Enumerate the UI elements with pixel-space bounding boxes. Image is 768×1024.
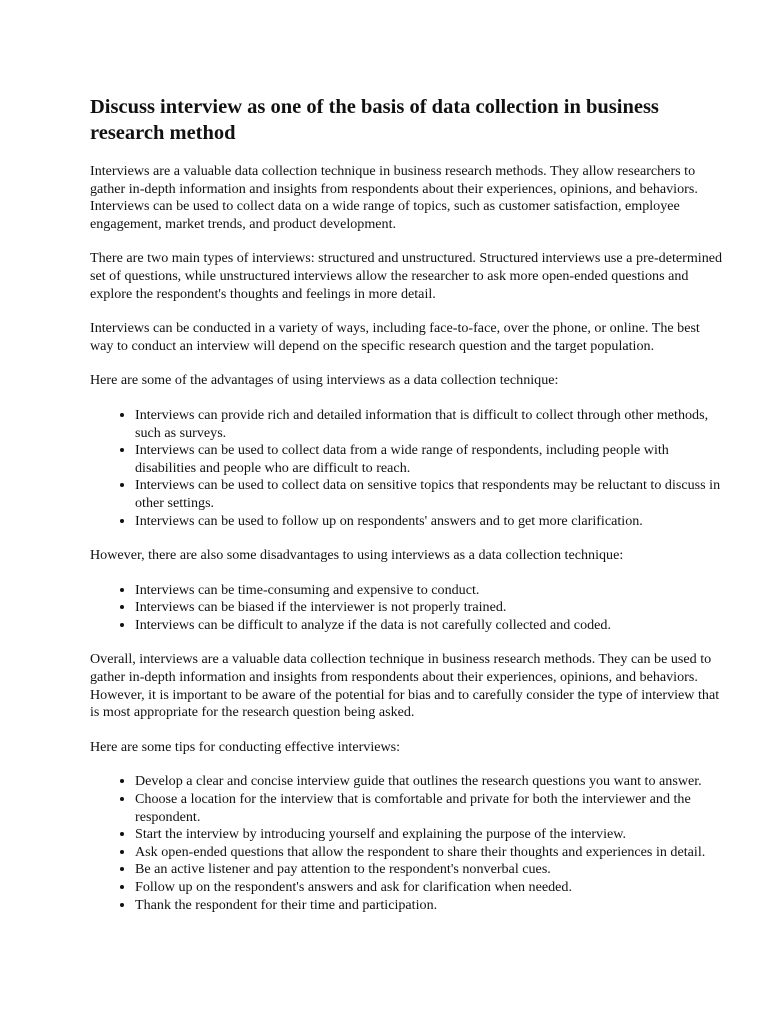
list-item: • Ask open-ended questions that allow the respondent to share their thoughts and experiences in detail. (135, 844, 726, 862)
list-item: • Be an active listener and pay attention to the respondent's nonverbal cues. (135, 861, 726, 879)
disadvantages-intro: However, there are also some disadvantages to using interviews as a data collection technique: (90, 547, 624, 564)
list-item: • Interviews can be used to collect data from a wide range of respondents, including people with disabilities and people who are difficult to reach. (135, 442, 726, 477)
list-item: • Interviews can be difficult to analyze if the data is not carefully collected and coded. (135, 617, 726, 635)
list-item: • Start the interview by introducing yourself and explaining the purpose of the interview. (135, 826, 726, 844)
tips-intro: Here are some tips for conducting effective interviews: (90, 738, 401, 755)
intro-paragraph: Interviews are a valuable data collection technique in business research methods. They allow researchers to gather in-depth information and insights from respondents about their experiences, opinions, and behaviors. Interviews can be used to collect data on a wide range of topics, such as customer satisfaction, employee engagement, market trends, and product development. (90, 163, 698, 232)
list-item: • Follow up on the respondent's answers and ask for clarification when needed. (135, 879, 726, 897)
list-item: • Thank the respondent for their time and participation. (135, 897, 726, 915)
disadvantages-list (90, 582, 726, 635)
overall-paragraph: Overall, interviews are a valuable data collection technique in business research methods. They can be used to gather in-depth information and insights from respondents about their experiences, opinions, and behaviors. However, it is important to be aware of the potential for bias and to carefully consider the type of interview that is most appropriate for the research question being asked. (90, 651, 720, 721)
advantages-intro: Here are some of the advantages of using interviews as a data collection technique: (90, 372, 559, 389)
tips-list (90, 773, 726, 914)
list-item: • Interviews can be time-consuming and expensive to conduct. (135, 582, 726, 600)
document-title: Discuss interview as one of the basis of data collection in business research method (90, 96, 659, 144)
list-item: • Interviews can be used to follow up on respondents' answers and to get more clarification. (135, 513, 726, 531)
list-item: • Interviews can be used to collect data on sensitive topics that respondents may be reluctant to discuss in other settings. (135, 477, 726, 512)
list-item: • Develop a clear and concise interview guide that outlines the research questions you want to answer. (135, 773, 726, 791)
list-item: • Choose a location for the interview that is comfortable and private for both the interviewer and the respondent. (135, 791, 726, 826)
methods-paragraph: Interviews can be conducted in a variety of ways, including face-to-face, over the phone, or online. The best way to conduct an interview will depend on the specific research question and the target population. (90, 320, 700, 354)
document-content (90, 94, 726, 931)
types-paragraph: There are two main types of interviews: structured and unstructured. Structured interviews use a pre-determined set of questions, while unstructured interviews allow the researcher to ask more open-ended questions and explore the respondent's thoughts and feelings in more detail. (90, 250, 723, 302)
advantages-list (90, 407, 726, 530)
list-item: • Interviews can be biased if the interviewer is not properly trained. (135, 599, 726, 617)
list-item: • Interviews can provide rich and detailed information that is difficult to collect through other methods, such as surveys. (135, 407, 726, 442)
